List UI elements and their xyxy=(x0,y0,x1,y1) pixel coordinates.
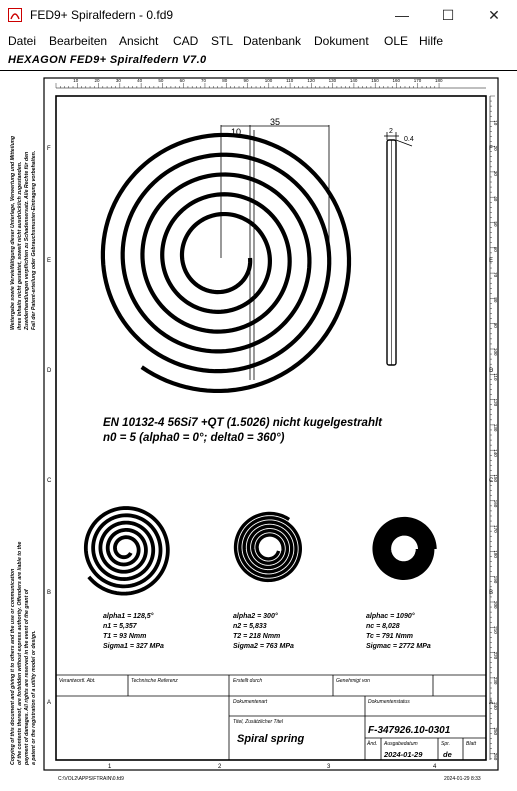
ruler-top-number: 160 xyxy=(392,78,400,83)
zone-letter-left: C xyxy=(47,478,52,484)
zone-number: 3 xyxy=(327,764,331,770)
svg-text:T1 = 93 Nmm: T1 = 93 Nmm xyxy=(103,633,147,640)
zone-letter-left: E xyxy=(47,258,52,264)
zone-letter-right: F xyxy=(489,146,493,152)
ruler-right-number: 90 xyxy=(493,322,498,328)
tb-ausgabedatum-label: Ausgabedatum xyxy=(384,741,418,747)
ruler-right-number: 120 xyxy=(493,398,498,407)
ruler-right-number: 220 xyxy=(493,651,498,660)
ruler-right-number: 70 xyxy=(493,272,498,278)
side-notice-right-line3: payment of damages. All rights are reserved in the event of the grant of xyxy=(24,589,30,765)
tb-aend-label: Änd. xyxy=(367,741,378,747)
tb-genehmigt-von: Genehmigt von xyxy=(336,678,370,684)
ruler-right-number: 60 xyxy=(493,246,498,252)
side-notice-left-line4: Fall der Patent-erteilung oder Gebrauchsmuster-Eintragung vorbehalten. xyxy=(31,150,37,330)
svg-text:alpha2 = 300°: alpha2 = 300° xyxy=(233,613,278,620)
close-button[interactable] xyxy=(471,0,517,31)
ruler-right-number: 10 xyxy=(493,120,498,126)
ruler-right-number: 50 xyxy=(493,221,498,227)
dim-35: 35 xyxy=(270,117,281,127)
maximize-button[interactable] xyxy=(425,0,471,31)
tb-dokumentenart: Dokumentenart xyxy=(233,699,268,705)
app-icon xyxy=(8,8,22,22)
side-notice-left-line2: ihres Inhalts nicht gestattet, soweit nicht ausdrücklich zugestanden. xyxy=(17,161,23,330)
zone-letter-left: B xyxy=(47,590,52,596)
dim-2: 2 xyxy=(389,128,393,135)
ruler-right-number: 160 xyxy=(493,499,498,508)
maximize-icon: ☐ xyxy=(441,7,455,23)
ruler-top-number: 30 xyxy=(115,78,121,83)
app-banner-text: HEXAGON FED9+ Spiralfedern V7.0 xyxy=(8,54,207,66)
side-notice-right xyxy=(10,540,37,766)
ruler-top-number: 40 xyxy=(137,78,143,83)
ruler-right-number: 200 xyxy=(493,601,498,609)
spiral-spring-state-c xyxy=(374,518,436,579)
app-banner xyxy=(0,52,517,71)
side-notice-left-line1: Weitergabe sowie Vervielfältigung dieser Unterlage, Verwertung und Mitteilung xyxy=(10,135,16,330)
title-block xyxy=(56,675,486,760)
svg-text:nc = 8,028: nc = 8,028 xyxy=(366,623,400,630)
close-icon: ✕ xyxy=(488,7,500,23)
menu-dokument[interactable]: Dokument xyxy=(314,34,369,48)
tb-ausgabedatum: 2024-01-29 xyxy=(384,750,423,759)
zone-letter-left: A xyxy=(47,700,52,706)
tb-title: Spiral spring xyxy=(237,733,305,745)
ruler-top-number: 170 xyxy=(413,78,422,83)
drawing-sheet[interactable] xyxy=(0,71,517,791)
svg-text:n1 = 5,357: n1 = 5,357 xyxy=(103,623,137,630)
menu-ansicht[interactable]: Ansicht xyxy=(119,34,159,48)
material-spec: EN 10132-4 56Si7 +QT (1.5026) nicht kugelgestrahlt xyxy=(103,417,382,429)
ruler-right xyxy=(490,96,498,761)
svg-text:Sigma2 = 763 MPa: Sigma2 = 763 MPa xyxy=(233,643,294,650)
menu-datenbank[interactable]: Datenbank xyxy=(243,34,302,48)
svg-text:T2 = 218 Nmm: T2 = 218 Nmm xyxy=(233,633,281,640)
tb-technische-referenz: Technische Referenz xyxy=(131,678,178,684)
window-title: FED9+ Spiralfedern - 0.fd9 xyxy=(30,8,174,22)
ruler-top-number: 10 xyxy=(73,78,79,83)
ruler-right-number: 230 xyxy=(493,676,498,685)
menu-bar xyxy=(0,31,517,51)
side-notice-left xyxy=(10,134,37,331)
free-state-spec: n0 = 5 (alpha0 = 0°; delta0 = 360°) xyxy=(103,432,285,444)
svg-text:alpha1 = 128,5°: alpha1 = 128,5° xyxy=(103,613,154,620)
side-notice-left-line3: Zuwiderhandlungen verpflichten zu Schadensersatz. Alle Rechte für den xyxy=(24,151,30,330)
menu-cad[interactable]: CAD xyxy=(173,34,199,48)
ruler-right-number: 30 xyxy=(493,170,498,176)
ruler-top-number: 140 xyxy=(349,78,358,83)
zone-letter-right: D xyxy=(489,368,494,374)
dimension-lines xyxy=(221,125,412,380)
zone-letter-right: A xyxy=(489,700,494,706)
zone-letter-left: D xyxy=(47,368,52,374)
ruler-right-number: 250 xyxy=(493,727,498,736)
spiral-spring-state-2 xyxy=(236,513,301,580)
ruler-right-number: 20 xyxy=(493,145,498,151)
window-titlebar xyxy=(0,0,517,31)
dim-0-4: 0.4 xyxy=(404,136,414,143)
ruler-top xyxy=(56,78,486,88)
tb-erstellt-durch: Erstellt durch xyxy=(233,678,263,684)
ruler-right-number: 140 xyxy=(493,449,498,457)
svg-text:n2 = 5,833: n2 = 5,833 xyxy=(233,623,267,630)
ruler-right-number: 110 xyxy=(493,373,498,381)
ruler-top-number: 90 xyxy=(243,78,249,83)
zone-marks xyxy=(47,146,494,770)
zone-number: 2 xyxy=(218,764,222,770)
footer-timestamp: 2024-01-29 8:33 xyxy=(444,776,481,782)
ruler-top-number: 130 xyxy=(328,78,337,83)
ruler-right-number: 260 xyxy=(493,752,498,761)
ruler-top-number: 70 xyxy=(200,78,206,83)
ruler-right-number: 130 xyxy=(493,423,498,432)
ruler-right-number: 210 xyxy=(493,626,498,634)
svg-text:alphac = 1090°: alphac = 1090° xyxy=(366,613,415,620)
zone-letter-right: B xyxy=(489,590,494,596)
spiral-spring-state-1 xyxy=(86,508,168,594)
ruler-top-number: 120 xyxy=(307,78,315,83)
svg-text:Sigmac = 2772 MPa: Sigmac = 2772 MPa xyxy=(366,643,431,650)
state-2-values xyxy=(233,612,294,650)
ruler-top-number: 80 xyxy=(222,78,228,83)
ruler-right-number: 100 xyxy=(493,348,498,356)
zone-number: 1 xyxy=(108,764,112,770)
ruler-top-number: 60 xyxy=(179,78,185,83)
zone-letter-right: C xyxy=(489,478,494,484)
ruler-right-number: 190 xyxy=(493,575,498,584)
zone-number: 4 xyxy=(433,764,437,770)
tb-spr: de xyxy=(443,750,452,759)
zone-letter-right: E xyxy=(489,258,494,264)
tb-verantwortl: Verantwortl. Abt. xyxy=(59,678,96,684)
ruler-right-number: 180 xyxy=(493,550,498,558)
ruler-top-number: 150 xyxy=(371,78,379,83)
state-c-values xyxy=(366,612,431,650)
dim-10: 10 xyxy=(231,127,242,137)
menu-ole[interactable]: OLE xyxy=(384,34,409,48)
tb-dokumentenstatus: Dokumentenstatus xyxy=(368,699,410,705)
tb-doc-number: F-347926.10-0301 xyxy=(368,725,451,736)
springs xyxy=(86,135,436,594)
spiral-spring-free-state xyxy=(103,135,349,391)
side-notice-right-line4: a patent or the registration of a utility model or design. xyxy=(31,630,37,765)
menu-bearbeiten[interactable]: Bearbeiten xyxy=(49,34,108,48)
ruler-right-number: 150 xyxy=(493,474,498,483)
side-notice-right-line1: Copying of this document and giving it to others and the use or communication xyxy=(10,568,16,765)
menu-datei[interactable]: Datei xyxy=(8,34,37,48)
ruler-top-number: 50 xyxy=(158,78,164,83)
minimize-button[interactable] xyxy=(379,0,425,31)
ruler-top-number: 110 xyxy=(286,78,294,83)
zone-letter-left: F xyxy=(47,146,51,152)
ruler-right-number: 40 xyxy=(493,196,498,202)
tb-spr-label: Spr. xyxy=(441,741,450,747)
ruler-right-number: 80 xyxy=(493,297,498,303)
ruler-top-number: 180 xyxy=(435,78,443,83)
side-notice-right-line2: of the contents thereof, are forbidden without express authority. Offenders are liable to the xyxy=(17,541,23,765)
ruler-top-number: 20 xyxy=(94,78,100,83)
state-1-values xyxy=(103,612,164,650)
ruler-right-number: 170 xyxy=(493,525,498,533)
svg-text:Sigma1 = 327 MPa: Sigma1 = 327 MPa xyxy=(103,643,164,650)
ruler-right-number: 240 xyxy=(493,702,498,710)
tb-titel-label: Titel, Zusätzlicher Titel xyxy=(233,719,283,725)
menu-hilfe[interactable]: Hilfe xyxy=(419,34,444,48)
tb-blatt-label: Blatt xyxy=(466,741,477,747)
ruler-top-number: 100 xyxy=(264,78,273,83)
minimize-icon: — xyxy=(395,7,409,23)
menu-stl[interactable]: STL xyxy=(211,34,234,48)
footer-path: C:\VOL2\APPS\FTRAIN\0.fd9 xyxy=(58,776,124,782)
svg-text:Tc = 791 Nmm: Tc = 791 Nmm xyxy=(366,633,414,640)
